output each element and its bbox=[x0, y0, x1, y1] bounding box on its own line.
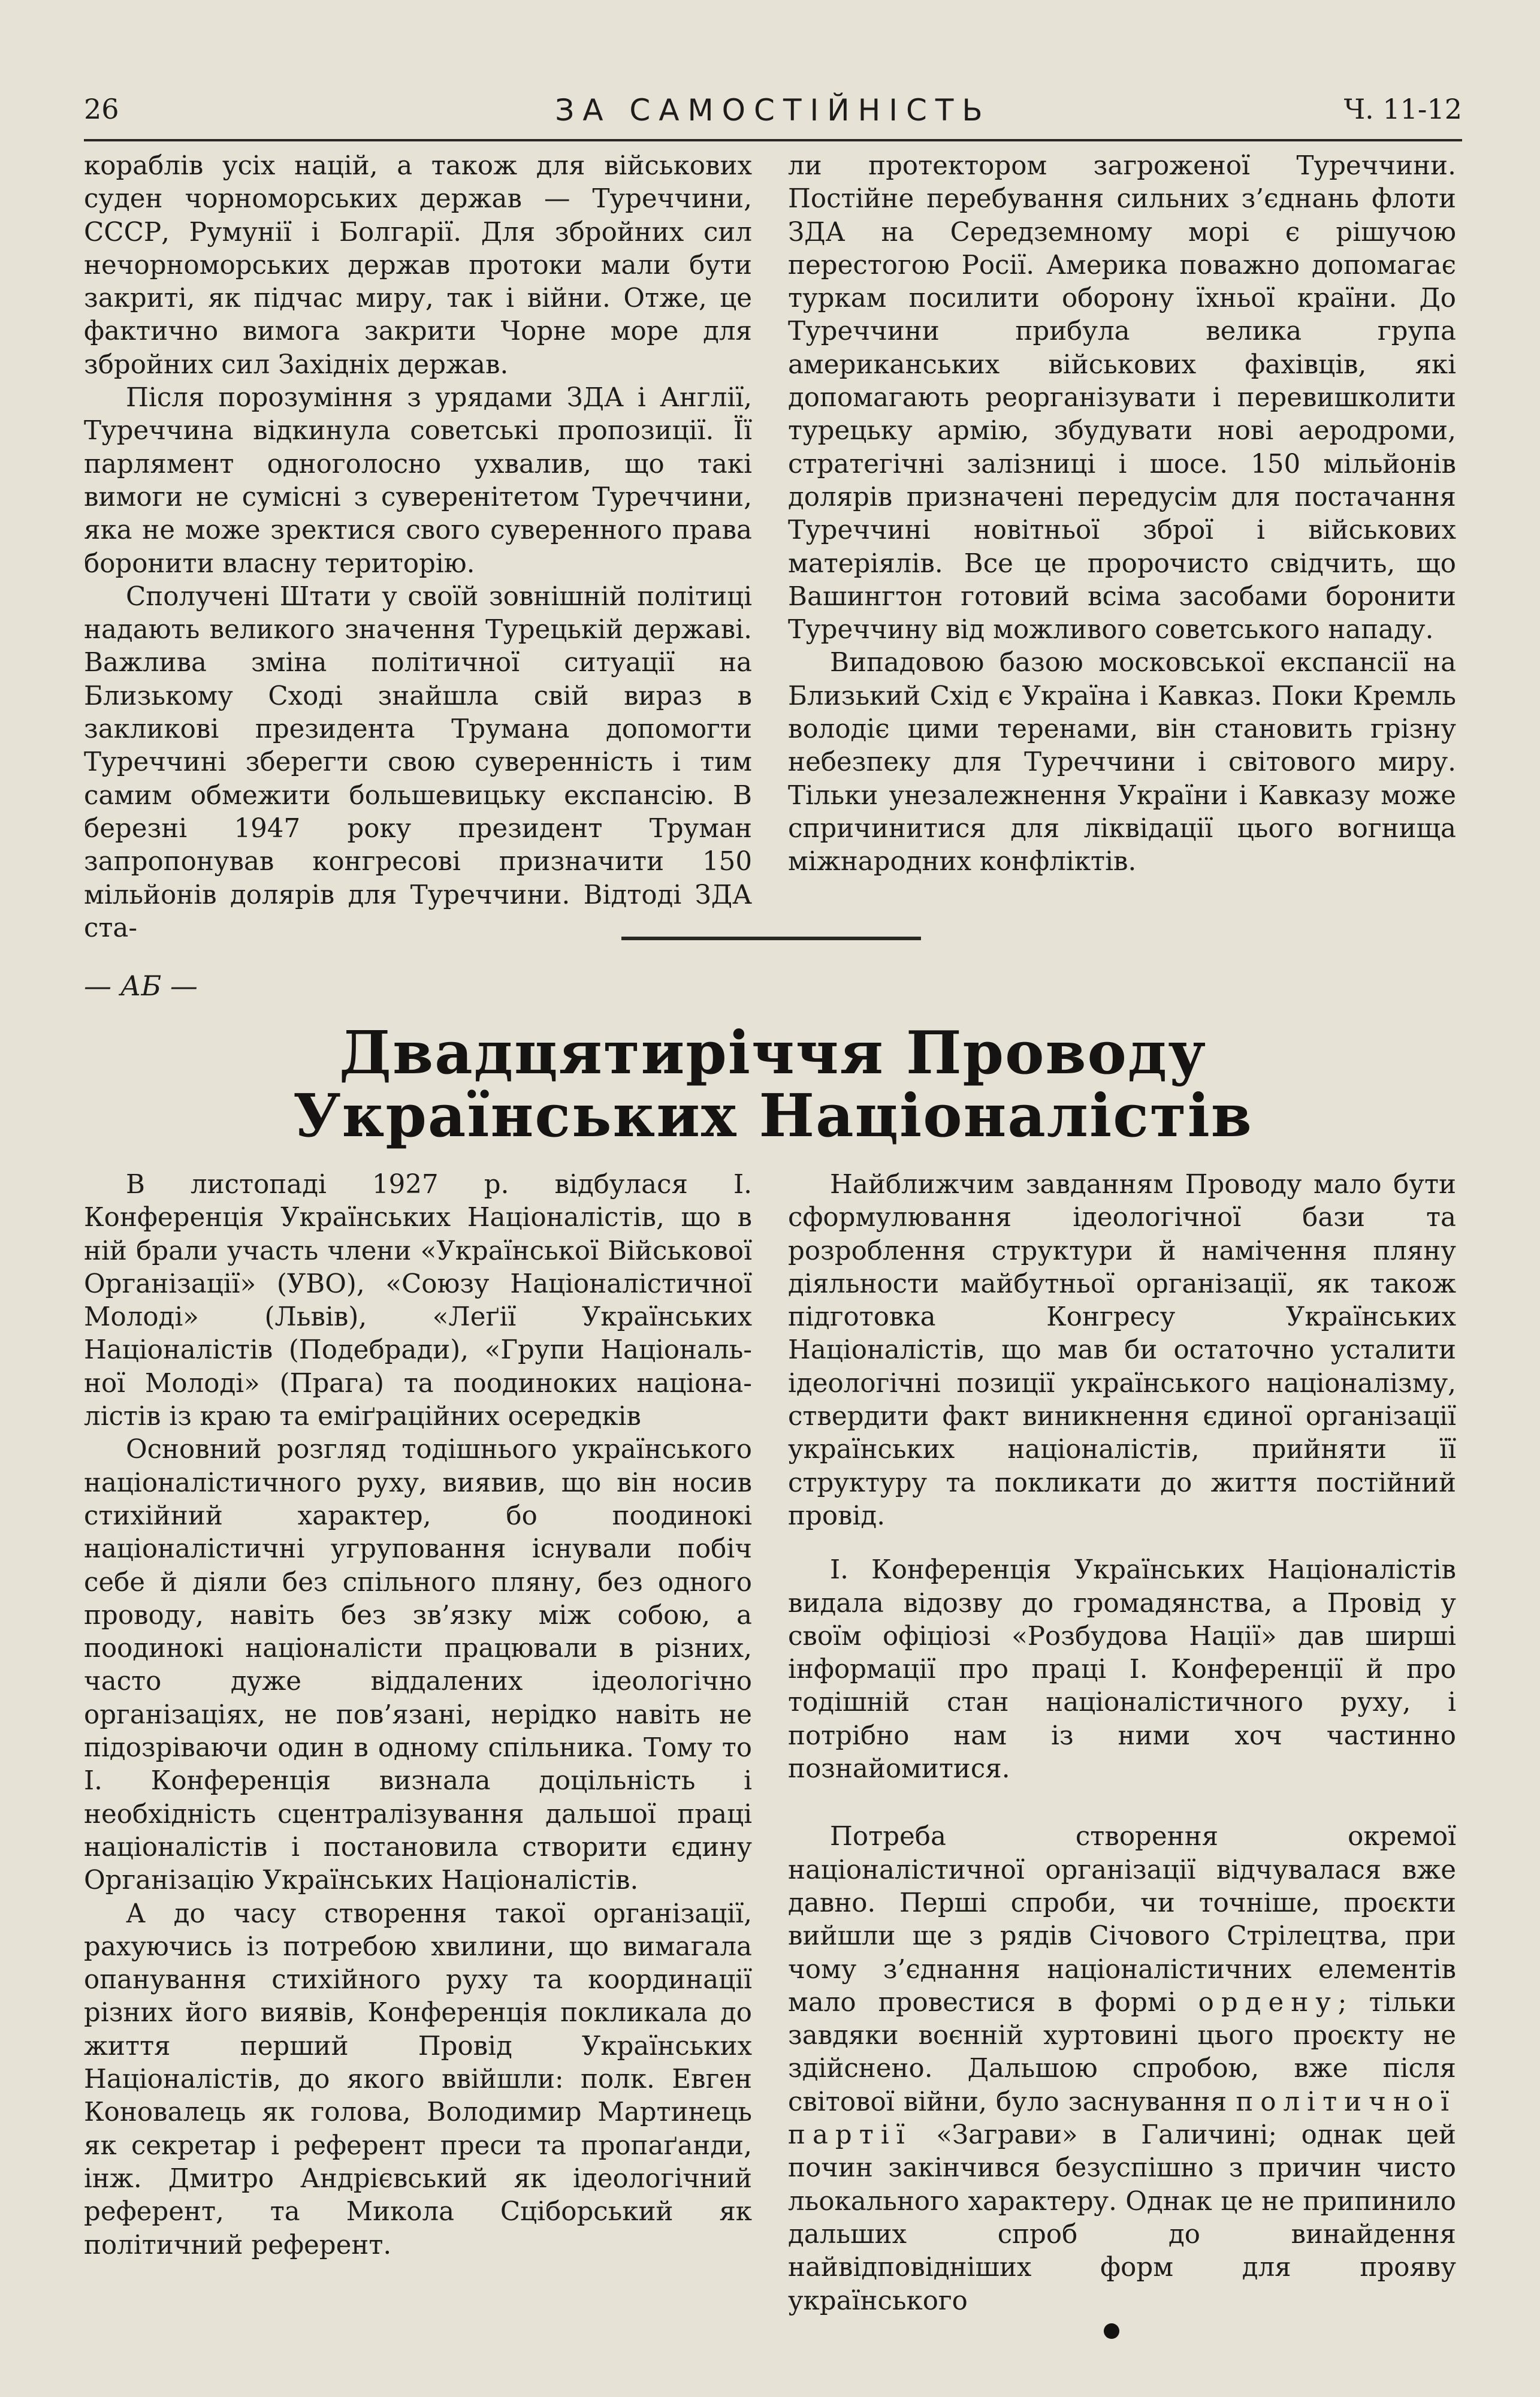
spaced-text: ордену bbox=[1198, 1987, 1338, 2018]
article-separator bbox=[621, 937, 921, 940]
paragraph: кораблів усіх націй, а також для військових суден чорноморських держав — Туреччини, СССР, Румунії і Болгарії. Для збройних сил нечорноморських держав протоки мали бути закриті, як підчас миру, так і війни. Отже, це фактично вимога закрити Чорне море для збройних сил Західніх держав. bbox=[84, 151, 752, 380]
paragraph: В листопаді 1927 р. відбулася І. Конференція Українських Націоналістів, що в ній брали участь члени «Української Військової Організації» (УВО), «Союзу Націоналістичної Молоді» (Львів), «Леґії Українських Націоналістів (Подебради), «Групи Національної Молоді» (Прага) та поодиноких націоналістів із краю та еміґраційних осередків bbox=[84, 1170, 752, 1432]
paragraph: А до часу створення такої організації, рахуючись із потребою хвилини, що вимагала опанування стихійного руху та координації різних його виявів, Конференція покликала до життя перший Провід Українських Націоналістів, до якого ввійшли: полк. Евген Коновалець як голова, Володимир Мартинець як секретар і референт преси та пропаґанди, інж. Дмитро Андрієвський як ідеологічний референт, та Микола Сціборський як політичний референт. bbox=[84, 1898, 752, 2260]
publication-title: ЗА САМОСТІЙНІСТЬ bbox=[555, 93, 991, 128]
article-right-column bbox=[788, 1169, 1456, 2318]
paragraph: Сполучені Штати у своїй зовнішній політиці надають великого значення Турецькій державі. Важлива зміна політичної ситуації на Близькому Сході знайшла свій вираз в закликові президента Трумана допомогти Туреччині зберегти свою суверенність і тим самим обмежити большевицьку експансію. В березні 1947 року президент Труман запропонував конгресові призначити 150 мільйонів долярів для Туреччини. Відтоді ЗДА ста- bbox=[84, 581, 752, 943]
issue-number: Ч. 11-12 bbox=[1343, 93, 1462, 125]
article-title-line2: Українських Націоналістів bbox=[293, 1082, 1253, 1151]
paragraph: Після порозуміння з урядами ЗДА і Англії, Туреччина відкинула советські пропозиції. Її парлямент одноголосно ухвалив, що такі вимоги не сумісні з суверенітетом Туреччини, яка не може зректися свого суверенного права боронити власну територію. bbox=[84, 383, 752, 579]
paragraph: І. Конференція Українських Націоналістів видала відозву до громадянства, а Провід у своїм офіціозі «Розбудова Нації» дав ширші інформації про праці І. Конференції й про тодішній стан націоналістичного руху, і потрібно нам із ними хоч частинно познайомитися. bbox=[788, 1555, 1456, 1785]
paragraph: ли протектором загроженої Туреччини. Постійне перебування сильних з’єднань флоти ЗДА на Середземному морі є рішучою перестогою Росії. Америка поважно допомагає туркам посилити оборону їхньої країни. До Туреччини прибула велика група американських військових фахівців, які допомагають реорганізувати і перевишколити турецьку армію, збудувати нові аеродроми, стратегічні залізниці і шосе. 150 мільйонів долярів призначені передусім для постачання Туреччині новітньої зброї і військових матеріялів. Все це пророчисто свідчить, що Вашингтон готовий всіма засобами боронити Туреччину від можливого советського нападу. bbox=[788, 151, 1456, 645]
article-title-line1: Двадцятиріччя Проводу bbox=[339, 1019, 1207, 1088]
paragraph: Найближчим завданням Проводу мало бути сформулювання ідеологічної бази та розроблення структури й намічення пляну діяльности майбутньої організації, як також підготовка Конгресу Українських Націоналістів, що мав би остаточно усталити ідеологічні позиції українського націоналізму, ствердити факт виникнення єдиної організації українських націоналістів, прийняти її структуру та покликати до життя постійний провід. bbox=[788, 1170, 1456, 1531]
spaced-text: політичної партії bbox=[788, 2087, 1456, 2151]
text-run: Потреба створення окремої націоналістичної організації відчувалася вже давно. Перші спроби, чи точніше, проєкти вийшли ще з рядів Січового Стрілецтва, при чому з’єднання націоналістичних елементів мало провестися в формі bbox=[788, 1822, 1456, 2018]
top-article-right-column bbox=[788, 150, 1456, 879]
text-run: ; тільки завдяки воєнній хуртовині цього проєкту не здійснено. Дальшою спробою, вже після світової війни, було заснування bbox=[788, 1987, 1456, 2117]
paragraph bbox=[788, 1821, 1456, 2317]
header-rule bbox=[84, 139, 1462, 141]
author-signature: — АБ — bbox=[84, 970, 198, 1002]
ink-dot bbox=[1104, 2323, 1119, 2339]
page-header bbox=[84, 87, 1462, 135]
paragraph: Основний розгляд тодішнього українського націоналістичного руху, виявив, що він носив стихійний характер, бо поодинокі націоналістичні угруповання існували побіч себе й діяли без спільного пляну, без одного проводу, навіть без зв’язку між собою, а поодинокі націоналісти працювали в різних, часто дуже віддалених ідеологічно організаціях, не пов’язані, нерідко навіть не підозріваючи один в одному спільника. Тому то І. Конференція визнала доцільність і необхідність сцентралізування дальшої праці націоналістів і постановила створити єдину Організацію Українських Націоналістів. bbox=[84, 1435, 752, 1896]
article-left-column bbox=[84, 1169, 752, 2262]
page-number: 26 bbox=[84, 93, 119, 125]
paragraph: Випадовою базою московської експансії на Близький Схід є Україна і Кавказ. Поки Кремль володіє цими теренами, він становить грізну небезпеку для Туреччини і світового миру. Тільки унезалежнення України і Кавказу може спричинитися для ліквідації цього вогнища міжнародних конфліктів. bbox=[788, 648, 1456, 877]
text-run: «Заграви» в Галичині; однак цей почин закінчився безуспішно з причин чисто льокального характеру. Однак це не припинило дальших спроб до винайдення найвідповідніших форм для прояву українського bbox=[788, 2120, 1456, 2316]
top-article-left-column bbox=[84, 150, 752, 945]
